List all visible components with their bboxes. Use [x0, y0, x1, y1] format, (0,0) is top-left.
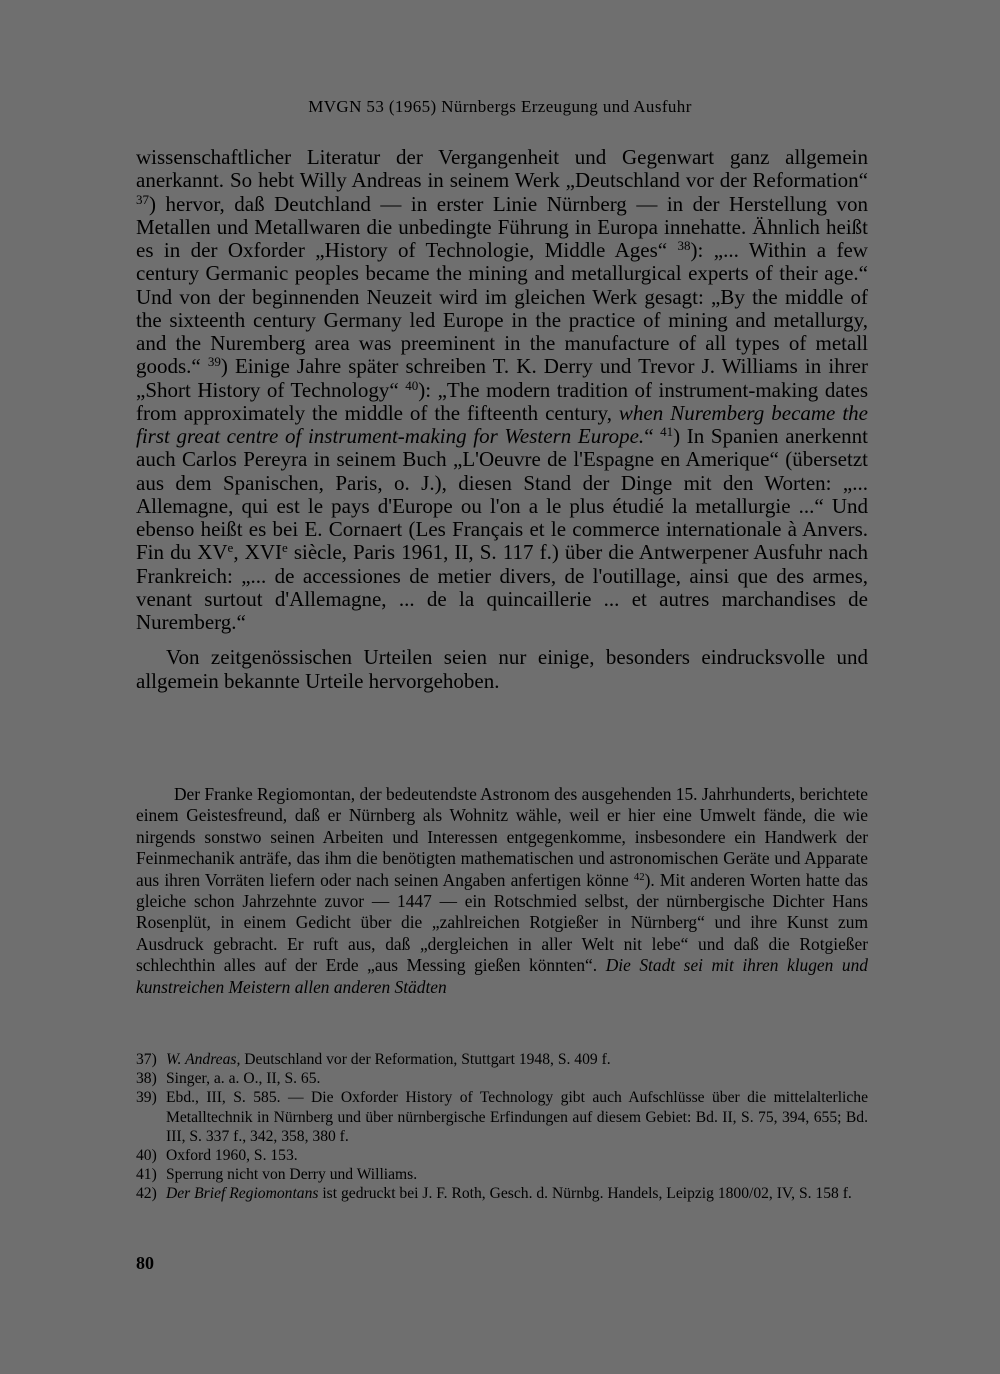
- italic-text: W. Andreas,: [166, 1051, 241, 1068]
- text-run: wissenschaftlicher Literatur der Vergangenheit und Gegenwart ganz allgemein anerkannt. So hebt Willy Andreas in seinem Werk „Deutschland vor der Reformation“: [136, 145, 868, 193]
- footnote-number: 42): [136, 1185, 157, 1203]
- text-run: “: [644, 424, 661, 448]
- text-run: Sperrung nicht von Derry und Williams.: [166, 1166, 418, 1184]
- footnote: [136, 1069, 868, 1088]
- footnote-ref: 39: [207, 354, 221, 370]
- text-run: ist gedruckt bei J. F. Roth, Gesch. d. Nürnbg. Handels, Leipzig 1800/02, IV, S. 158 f.: [318, 1185, 852, 1203]
- footnote-text: [166, 1146, 868, 1165]
- text-run: Ebd., III, S. 585. — Die Oxforder History of Technology gibt auch Aufschlüsse über die mittelalterliche Metalltechnik in Nürnberg und über nürnbergische Erfindungen auf diesem Gebiet: Bd. II, S. 75, 394, 655; Bd. III, S. 337 f., 342, 358, 380 f.: [166, 1089, 868, 1145]
- text-run: ) hervor, daß Deutchland — in erster Linie Nürnberg — in der Herstellung von Metallen und Metallwaren die unbedingte Führung in Europa innehatte. Ähnlich heißt es in der Oxforder „History of Technologie, Middle Ages“: [136, 191, 868, 262]
- running-header: MVGN 53 (1965) Nürnbergs Erzeugung und Ausfuhr: [308, 97, 692, 116]
- footnote-text: [166, 1184, 868, 1203]
- footnote-ref: 38: [677, 237, 691, 253]
- text-run: Singer, a. a. O., II, S. 65.: [166, 1070, 321, 1088]
- footnote-text: [166, 1050, 868, 1069]
- footnote-number: 37): [136, 1051, 157, 1068]
- italic-text: Der Brief Regiomontans: [166, 1185, 319, 1203]
- italic-text: Die Stadt sei mit ihren klugen und kunstreichen Meistern allen anderen Städten: [136, 955, 868, 997]
- footnote-text: [166, 1088, 868, 1146]
- quote-paragraph: [136, 784, 868, 998]
- footnote: [136, 1088, 868, 1146]
- footnote-ref: 40: [405, 377, 419, 393]
- footnote-text: [166, 1069, 868, 1088]
- footnote-ref: 37: [136, 191, 150, 207]
- footnote-text: [166, 1165, 868, 1184]
- paragraph-1: [136, 146, 868, 634]
- text-run: Oxford 1960, S. 153.: [166, 1147, 298, 1165]
- text-run: Von zeitgenössischen Urteilen seien nur einige, besonders eindrucksvolle und allgemein bekannte Urteile hervorgehoben.: [136, 645, 868, 693]
- footnote-number: 40): [136, 1147, 157, 1165]
- italic-text: when Nuremberg became the first great centre of instrument-making for Western Europe.: [136, 400, 868, 448]
- footnote: [136, 1165, 868, 1184]
- text-run: ) In Spanien anerkennt auch Carlos Pereyra in seinem Buch „L'Oeuvre de l'Espagne en Amerique“ (übersetzt aus dem Spanischen, Paris, o. J.), diesen Stand der Dinge mit den Worten: „... Allemagne, qui est le pays d'Europe ou l'on a le plus étudié la metallurgie ...“ Und ebenso heißt es bei E. Cornaert (Les Français et le commerce internationale à Anvers. Fin du XV: [136, 424, 868, 565]
- footnote-ref: 42: [633, 870, 645, 883]
- page-number: 80: [136, 1253, 154, 1273]
- footnotes: [136, 1050, 868, 1204]
- text-run: Deutschland vor der Reformation, Stuttgart 1948, S. 409 f.: [240, 1051, 611, 1068]
- footnote-ref: 41: [660, 423, 674, 439]
- text-run: ). Mit anderen Worten hatte das gleiche schon Jahrzehnte zuvor — 1447 — ein Rotschmied selbst, der nürnbergische Dichter Hans Rosenplüt, in einem Gedicht über die „zahlreichen Rotgießer in Nürnberg“ und ihre Kunst zum Ausdruck gebracht. Er ruft aus, daß „dergleichen in aller Welt nit lebe“ und daß die Rotgießer schlechthin alles auf der Erde „aus Messing gießen könnten“.: [136, 869, 868, 976]
- text-run: ): „The modern tradition of instrument-making dates from approximately the middle of the fifteenth century,: [136, 377, 868, 425]
- text-run: ): „... Within a few century Germanic peoples became the mining and metallurgical experts of their age.“ Und von der beginnenden Neuzeit wird im gleichen Werk gesagt: „By the middle of the sixteenth century Germany led Europe in the practice of mining and metallurgy, and the Nuremberg area was preeminent in the manufacture of all types of metall goods.“: [136, 238, 868, 379]
- footnote: [136, 1184, 868, 1203]
- paragraph-2: [136, 646, 868, 693]
- footnote: [136, 1050, 868, 1069]
- text-run: ) Einige Jahre später schreiben T. K. Derry und Trevor J. Williams in ihrer „Short History of Technology“: [136, 354, 868, 402]
- footnote-number: 41): [136, 1166, 157, 1184]
- main-text: [136, 146, 868, 693]
- footnote-ref: e: [281, 540, 288, 556]
- footnote: [136, 1146, 868, 1165]
- text-run: siècle, Paris 1961, II, S. 117 f.) über die Antwerpener Ausfuhr nach Frankreich: „... de accessiones de metier divers, de l'outillage, ainsi que des armes, venant surtout d'Allemagne, ... de la quincaillerie ... et autres marchandises de Nuremberg.“: [136, 540, 868, 634]
- text-run: , XVI: [233, 540, 282, 565]
- text-run: Der Franke Regiomontan, der bedeutendste Astronom des ausgehenden 15. Jahrhunderts, berichtete einem Geistesfreund, daß er Nürnberg als Wohnitz wähle, weil er hier eine Umwelt fände, die wie nirgends sonstwo seinen Arbeiten und Interessen entgegenkomme, insbesondere ein Handwerk der Feinmechanik anträfe, das ihm die benötigten mathematischen und astronomischen Geräte und Apparate aus ihren Vorräten liefern oder nach seinen Angaben anfertigen könne: [136, 784, 868, 890]
- footnote-number: 39): [136, 1089, 157, 1107]
- footnote-ref: e: [227, 540, 234, 556]
- footnote-number: 38): [136, 1070, 157, 1088]
